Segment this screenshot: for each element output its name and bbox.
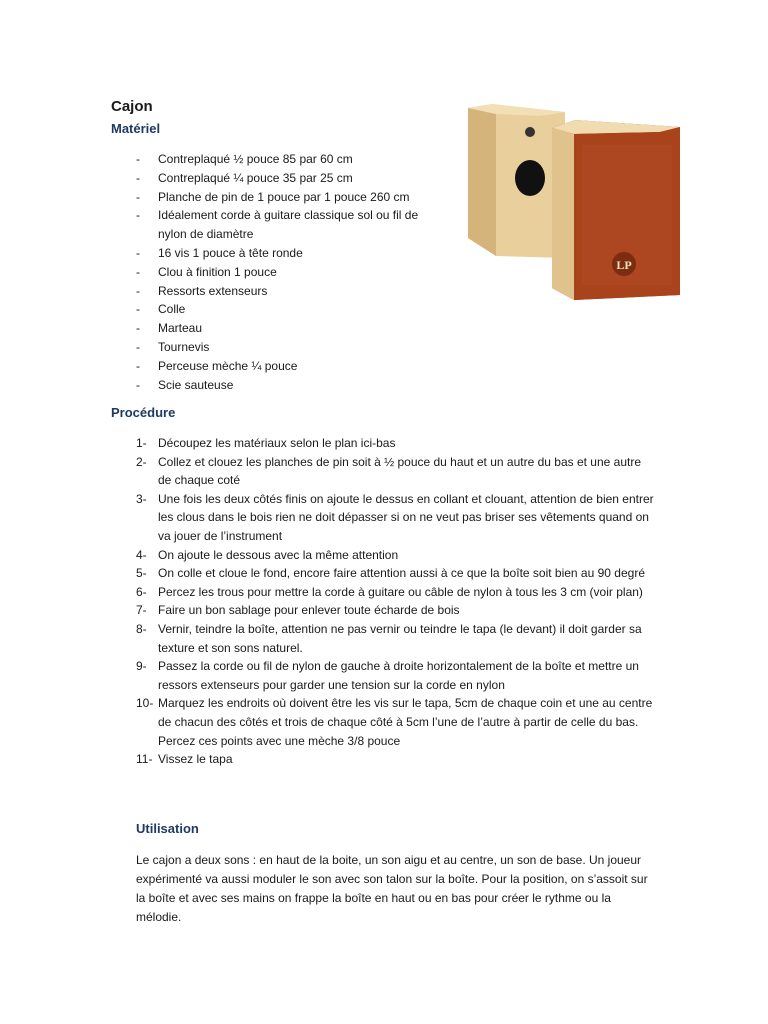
procedure-heading: Procédure xyxy=(111,405,176,420)
list-item: - Contreplaqué ½ pouce 85 par 60 cm xyxy=(136,152,353,166)
sound-hole xyxy=(515,160,545,196)
list-item: 2- Collez et clouez les planches de pin soit à ½ pouce du haut et un autre du bas et une autre de chaque coté xyxy=(136,454,641,488)
natural-cajon xyxy=(468,104,565,258)
list-item: - Idéalement corde à guitare classique sol ou fil de nylon de diamètre xyxy=(136,208,419,242)
list-item: - Marteau xyxy=(136,321,203,336)
lp-logo-text: LP xyxy=(616,258,632,272)
list-item: 1- Découpez les matériaux selon le plan ici-bas xyxy=(136,436,396,450)
list-item: 5- On colle et cloue le fond, encore faire attention aussi à ce que la boîte soit bien au 90 degré xyxy=(136,566,645,581)
list-item: 3- Une fois les deux côtés finis on ajoute le dessus en collant et clouant, attention de bien entrer les clous dans le bois rien ne doit dépasser si on ne veut pas briser ses vêtements quand on va jouer de l’instrument xyxy=(136,491,654,543)
materiel-list xyxy=(136,150,446,394)
list-item: - Colle xyxy=(136,302,186,317)
list-item: - Tournevis xyxy=(136,339,210,354)
list-item: 10- Marquez les endroits où doivent être les vis sur le tapa, 5cm de chaque coin et une au centre de chacun des côtés et trois de chaque côté à 5cm l’une de l’autre à partir de celle du bas. Percez ces points avec une mèche 3/8 pouce xyxy=(136,696,653,748)
list-item: 8- Vernir, teindre la boîte, attention ne pas vernir ou teindre le tapa (le devant) il doit garder sa texture et son sons naturel. xyxy=(136,621,642,655)
list-item: - Contreplaqué ¼ pouce 35 par 25 cm xyxy=(136,170,353,185)
cajon-photo xyxy=(462,100,687,305)
materiel-heading: Matériel xyxy=(111,121,161,136)
list-item: 9- Passez la corde ou fil de nylon de gauche à droite horizontalement de la boîte et mettre un ressors extenseurs pour garder une tension sur la corde en nylon xyxy=(136,659,639,692)
utilisation-heading: Utilisation xyxy=(136,821,199,836)
procedure-list xyxy=(136,434,656,769)
list-item: - Scie sauteuse xyxy=(136,377,234,392)
list-item: 11- Vissez le tapa xyxy=(136,752,233,767)
lp-logo-small xyxy=(525,127,535,137)
list-item: - Perceuse mèche ¼ pouce xyxy=(136,358,298,373)
list-item: 7- Faire un bon sablage pour enlever toute écharde de bois xyxy=(136,603,460,618)
list-item: 6- Percez les trous pour mettre la corde à guitare ou câble de nylon à tous les 3 cm (voir plan) xyxy=(136,584,643,599)
list-item: 4- On ajoute le dessous avec la même attention xyxy=(136,547,399,562)
list-item: - 16 vis 1 pouce à tête ronde xyxy=(136,245,303,260)
red-cajon xyxy=(552,120,680,300)
utilisation-paragraph: Le cajon a deux sons : en haut de la boite, un son aigu et au centre, un son de base. Un joueur expérimenté va aussi moduler le son avec son talon sur la boîte. Pour la position, on s’assoit sur la boîte et avec ses mains on frappe la boîte en haut ou en bas pour créer le rythme ou la mélodie. xyxy=(136,853,648,924)
list-item: - Clou à finition 1 pouce xyxy=(136,264,277,279)
list-item: - Planche de pin de 1 pouce par 1 pouce 260 cm xyxy=(136,189,410,204)
document-title: Cajon xyxy=(111,98,153,115)
list-item: - Ressorts extenseurs xyxy=(136,283,268,298)
